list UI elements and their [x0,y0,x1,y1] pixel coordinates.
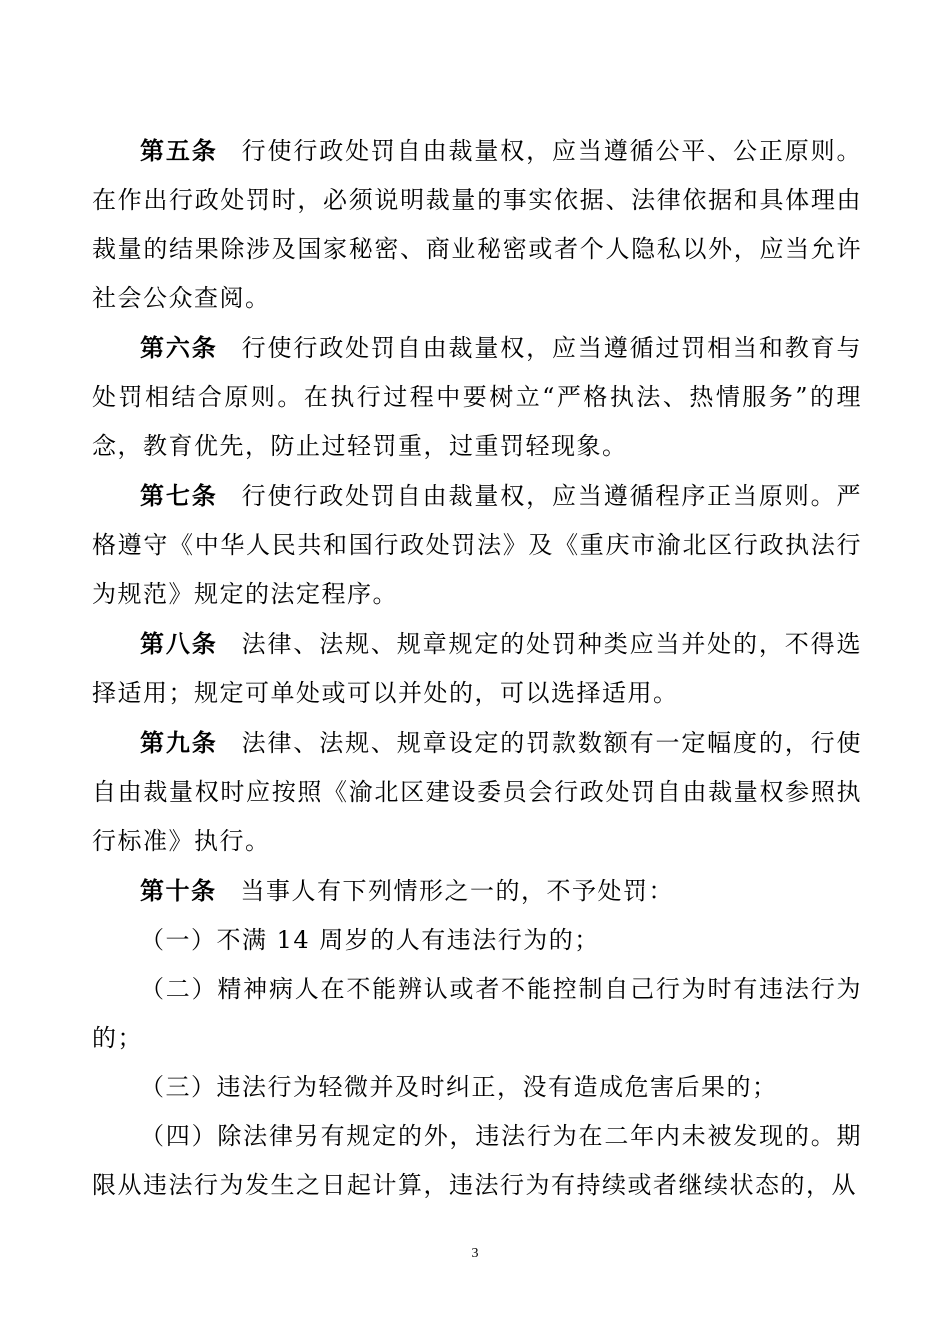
list-item: （四）除法律另有规定的外，违法行为在二年内未被发现的。期限从违法行为发生之日起计算，违法行为有持续或者继续状态的，从 [92,1122,862,1199]
article-6 [92,323,862,471]
page-number: 3 [471,1246,479,1261]
list-item: （一）不满 14 周岁的人有违法行为的； [140,926,600,954]
article-text: 行使行政处罚自由裁量权，应当遵循过罚相当和教育与处罚相结合原则。在执行过程中要树立“严格执法、热情服务”的理念，教育优先，防止过轻罚重，过重罚轻现象。 [92,334,863,460]
article-number: 第五条 [140,136,218,165]
article-text: 法律、法规、规章设定的罚款数额有一定幅度的，行使自由裁量权时应按照《渝北区建设委员会行政处罚自由裁量权参照执行标准》执行。 [92,729,863,855]
article-number: 第七条 [140,481,218,510]
article-number: 第六条 [140,333,218,362]
list-item: （三）违法行为轻微并及时纠正，没有造成危害后果的； [140,1073,778,1101]
article-number: 第十条 [140,876,217,905]
article-text: 行使行政处罚自由裁量权，应当遵循程序正当原则。严格遵守《中华人民共和国行政处罚法》及《重庆市渝北区行政执法行为规范》规定的法定程序。 [92,482,863,608]
article-7 [92,471,862,619]
article-text: 行使行政处罚自由裁量权，应当遵循公平、公正原则。在作出行政处罚时，必须说明裁量的事实依据、法律依据和具体理由裁量的结果除涉及国家秘密、商业秘密或者个人隐私以外，应当允许社会公众查阅。 [92,137,863,312]
article-text: 当事人有下列情形之一的，不予处罚： [240,877,674,905]
article-number: 第九条 [140,728,218,757]
document-body [92,126,862,1210]
article-10 [92,866,862,916]
article-number: 第八条 [140,629,218,658]
article-text: 法律、法规、规章规定的处罚种类应当并处的，不得选择适用；规定可单处或可以并处的，可以选择适用。 [92,630,863,707]
article-9 [92,718,862,866]
article-5 [92,126,862,323]
list-item: （二）精神病人在不能辨认或者不能控制自己行为时有违法行为的； [92,975,862,1052]
article-8 [92,619,862,718]
